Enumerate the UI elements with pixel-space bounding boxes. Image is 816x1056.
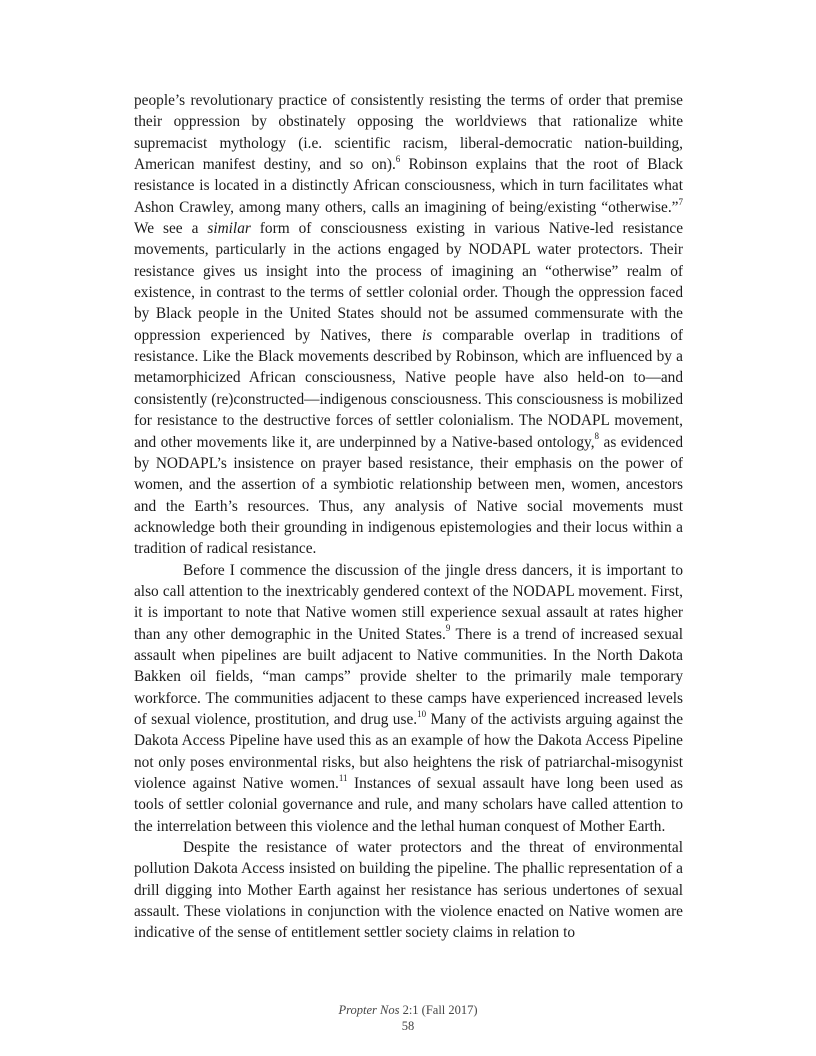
paragraph [134, 837, 683, 944]
text-run: as evidenced by NODAPL’s insistence on prayer based resistance, their emphasis on the power of women, and the assertion of a symbiotic relationship between men, women, ancestors and the Earth’s resources. Thus, any analysis of Native social movements must acknowledge both their grounding in indigenous epistemologies and their locus within a tradition of radical resistance. [134, 433, 683, 558]
footnote-ref: 8 [594, 431, 600, 442]
paragraph [134, 90, 683, 560]
text-run: There is a trend of increased sexual assault when pipelines are built adjacent to Native communities. In the North Dakota Bakken oil fields, “man camps” provide shelter to the primarily male temporary workforce. The communities adjacent to these camps have experienced increased levels of sexual violence, prostitution, and drug use. [134, 625, 683, 728]
journal-citation [0, 1003, 816, 1018]
text-run: Before I commence the discussion of the jingle dress dancers, it is important to also call attention to the inextricably gendered context of the NODAPL movement. First, it is important to note that Native women still experience sexual assault at rates higher than any other demographic in the United States. [134, 561, 683, 643]
footnote-ref: 9 [445, 623, 451, 634]
text-run: form of consciousness existing in various Native-led resistance movements, particularly in the actions engaged by NODAPL water protectors. Their resistance gives us insight into the process of imagining an “otherwise” realm of existence, in contrast to the terms of settler colonial order. Though the oppression faced by Black people in the United States should not be assumed commensurate with the oppression experienced by Natives, there [134, 220, 684, 344]
body-text [134, 90, 683, 944]
text-run: We see a [134, 220, 208, 238]
paragraph [134, 560, 683, 837]
footnote-ref: 11 [338, 772, 348, 783]
text-run: Instances of sexual assault have long been used as tools of settler colonial governance and rule, and many scholars have called attention to the interrelation between this violence and the lethal human conquest of Mother Earth. [134, 775, 683, 835]
journal-issue: 2:1 (Fall 2017) [399, 1003, 478, 1017]
text-run: people’s revolutionary practice of consistently resisting the terms of order that premise their oppression by obstinately opposing the worldviews that rationalize white supremacist mythology (i.e. scientific racism, liberal-democratic nation-building, American manifest destiny, and so on). [134, 92, 683, 174]
emphasis-text: is [421, 326, 433, 344]
text-run: Robinson explains that the root of Black resistance is located in a distinctly African consciousness, which in turn facilitates what Ashon Crawley, among many others, calls an imagining of being/existing “otherwise.” [134, 156, 683, 216]
text-run: comparable overlap in traditions of resistance. Like the Black movements described by Robinson, which are influenced by a metamorphicized African consciousness, Native people have also held-on to—and consistently (re)constructed—indigenous consciousness. This consciousness is mobilized for resistance to the destructive forces of settler colonialism. The NODAPL movement, and other movements like it, are underpinned by a Native-based ontology, [134, 326, 683, 451]
journal-title: Propter Nos [338, 1003, 400, 1017]
emphasis-text: similar [207, 220, 251, 238]
footnote-ref: 6 [395, 153, 401, 164]
footnote-ref: 10 [417, 708, 427, 719]
page-number: 58 [401, 1019, 415, 1033]
text-run: Many of the activists arguing against the Dakota Access Pipeline have used this as an example of how the Dakota Access Pipeline not only poses environmental risks, but also heightens the risk of patriarchal-misogynist violence against Native women. [134, 710, 683, 792]
text-run: Despite the resistance of water protectors and the threat of environmental pollution Dakota Access insisted on building the pipeline. The phallic representation of a drill digging into Mother Earth against her resistance has serious undertones of sexual assault. These violations in conjunction with the violence enacted on Native women are indicative of the sense of entitlement settler society claims in relation to [134, 839, 683, 942]
footnote-ref: 7 [678, 196, 683, 207]
